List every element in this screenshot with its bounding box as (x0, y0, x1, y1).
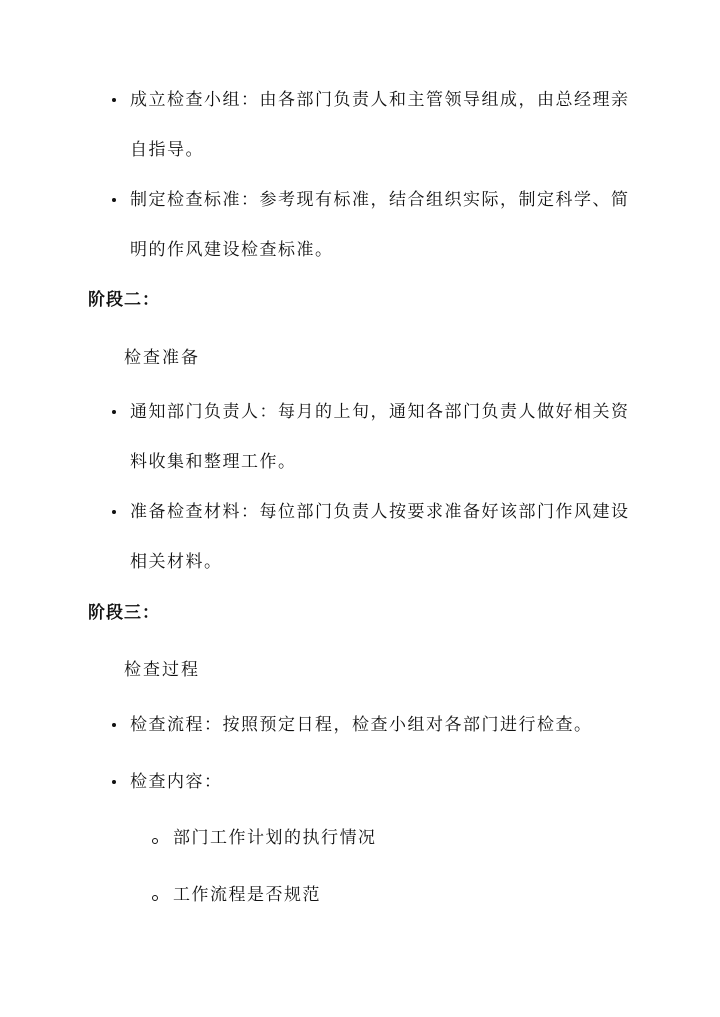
sub-list-item (173, 883, 321, 907)
bullet-icon (112, 98, 116, 102)
hollow-circle-icon (152, 895, 158, 901)
list-item (130, 175, 630, 275)
list-item-text: 检查流程：按照预定日程，检查小组对各部门进行检查。 (130, 715, 593, 735)
bullet-icon (112, 410, 116, 414)
list-item (130, 75, 630, 175)
bullet-icon (112, 723, 116, 727)
hollow-circle-icon (152, 838, 158, 844)
list-item-text: 检查内容： (130, 772, 223, 792)
sub-list-item-text: 工作流程是否规范 (173, 885, 321, 905)
list-item (130, 387, 630, 487)
bullet-icon (112, 780, 116, 784)
sub-list-item (173, 826, 377, 850)
section-heading-stage2: 阶段二： (88, 290, 160, 310)
list-item (130, 757, 630, 807)
bullet-icon (112, 198, 116, 202)
bullet-icon (112, 510, 116, 514)
list-item (130, 487, 630, 587)
subheading-stage2: 检查准备 (124, 348, 200, 368)
section-heading-stage3: 阶段三： (88, 603, 160, 623)
list-item-text: 制定检查标准：参考现有标准，结合组织实际，制定科学、简明的作风建设检查标准。 (130, 190, 630, 260)
subheading-stage3: 检查过程 (124, 660, 200, 680)
list-item-text: 通知部门负责人：每月的上旬，通知各部门负责人做好相关资料收集和整理工作。 (130, 402, 630, 472)
list-item-text: 成立检查小组：由各部门负责人和主管领导组成，由总经理亲自指导。 (130, 90, 630, 160)
sub-list-item-text: 部门工作计划的执行情况 (173, 828, 377, 848)
list-item-text: 准备检查材料：每位部门负责人按要求准备好该部门作风建设相关材料。 (130, 502, 630, 572)
list-item (130, 700, 630, 750)
